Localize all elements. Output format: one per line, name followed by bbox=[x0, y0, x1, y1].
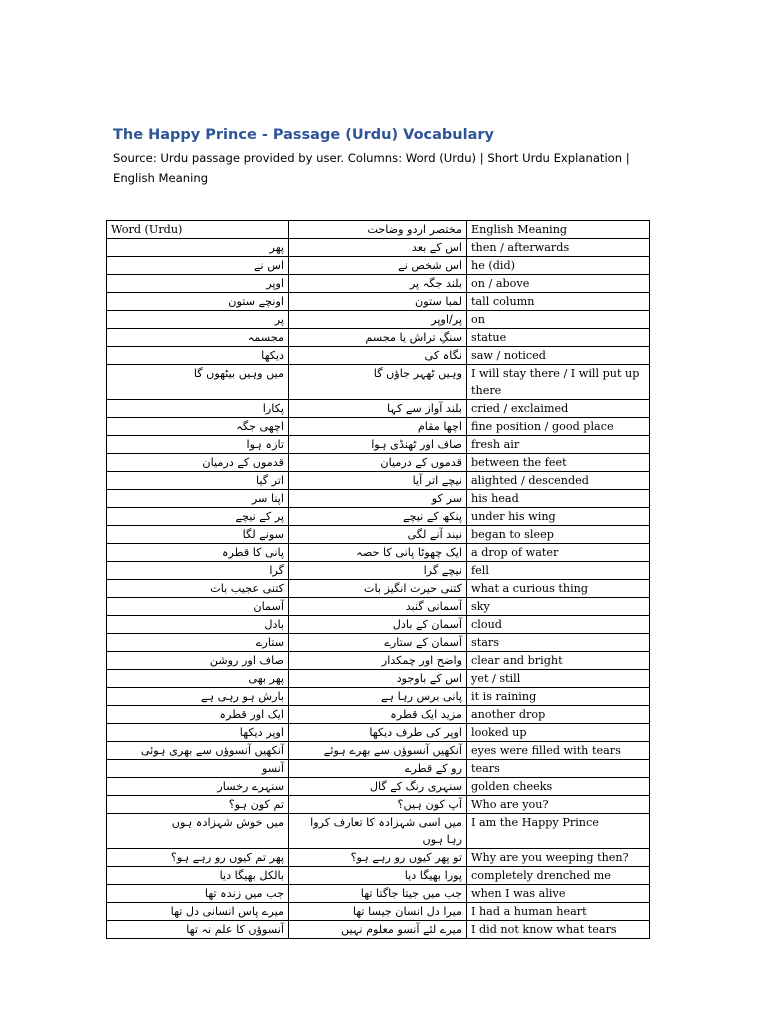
word-urdu-cell: گرا bbox=[107, 562, 289, 580]
table-row bbox=[107, 347, 650, 365]
word-urdu-cell: بالکل بھیگا دیا bbox=[107, 867, 289, 885]
word-urdu-cell: اتر گیا bbox=[107, 472, 289, 490]
document-subtitle: Source: Urdu passage provided by user. Columns: Word (Urdu) | Short Urdu Explanation | English Meaning bbox=[113, 151, 630, 185]
english-meaning-cell: completely drenched me bbox=[467, 867, 650, 885]
urdu-explanation-cell: مزید ایک قطرہ bbox=[289, 706, 467, 724]
urdu-explanation-cell: پورا بھیگا دیا bbox=[289, 867, 467, 885]
table-row bbox=[107, 293, 650, 311]
urdu-explanation-cell: پنکھ کے نیچے bbox=[289, 508, 467, 526]
table-row bbox=[107, 921, 650, 939]
word-urdu-cell: اچھی جگہ bbox=[107, 418, 289, 436]
english-meaning-cell: he (did) bbox=[467, 257, 650, 275]
english-meaning-cell: under his wing bbox=[467, 508, 650, 526]
word-urdu-cell: پر bbox=[107, 311, 289, 329]
english-meaning-cell: his head bbox=[467, 490, 650, 508]
header-english-meaning: English Meaning bbox=[467, 221, 650, 239]
table-row bbox=[107, 365, 650, 400]
urdu-explanation-cell: رو کے قطرے bbox=[289, 760, 467, 778]
english-meaning-cell: between the feet bbox=[467, 454, 650, 472]
word-urdu-cell: آنسو bbox=[107, 760, 289, 778]
urdu-explanation-cell: ایک چھوٹا پانی کا حصہ bbox=[289, 544, 467, 562]
urdu-explanation-cell: اوپر کی طرف دیکھا bbox=[289, 724, 467, 742]
word-urdu-cell: قدموں کے درمیان bbox=[107, 454, 289, 472]
word-urdu-cell: پھر بھی bbox=[107, 670, 289, 688]
word-urdu-cell: میں وہیں بیٹھوں گا bbox=[107, 365, 289, 400]
table-row bbox=[107, 275, 650, 293]
urdu-explanation-cell: نیند آنے لگی bbox=[289, 526, 467, 544]
table-row bbox=[107, 454, 650, 472]
urdu-explanation-cell: آنکھیں آنسوؤں سے بھرے ہوئے bbox=[289, 742, 467, 760]
table-row bbox=[107, 544, 650, 562]
english-meaning-cell: on / above bbox=[467, 275, 650, 293]
table-row bbox=[107, 688, 650, 706]
english-meaning-cell: fell bbox=[467, 562, 650, 580]
english-meaning-cell: I will stay there / I will put up there bbox=[467, 365, 650, 400]
table-row bbox=[107, 329, 650, 347]
word-urdu-cell: سونے لگا bbox=[107, 526, 289, 544]
word-urdu-cell: میرے پاس انسانی دل تھا bbox=[107, 903, 289, 921]
english-meaning-cell: stars bbox=[467, 634, 650, 652]
word-urdu-cell: جب میں زندہ تھا bbox=[107, 885, 289, 903]
word-urdu-cell: اس نے bbox=[107, 257, 289, 275]
word-urdu-cell: پر کے نیچے bbox=[107, 508, 289, 526]
urdu-explanation-cell: اس کے باوجود bbox=[289, 670, 467, 688]
english-meaning-cell: another drop bbox=[467, 706, 650, 724]
word-urdu-cell: تم کون ہو؟ bbox=[107, 796, 289, 814]
urdu-explanation-cell: بلند جگہ پر bbox=[289, 275, 467, 293]
word-urdu-cell: پانی کا قطرہ bbox=[107, 544, 289, 562]
word-urdu-cell: پکارا bbox=[107, 400, 289, 418]
urdu-explanation-cell: لمبا ستون bbox=[289, 293, 467, 311]
word-urdu-cell: ستارے bbox=[107, 634, 289, 652]
urdu-explanation-cell: تو پھر کیوں رو رہے ہو؟ bbox=[289, 849, 467, 867]
english-meaning-cell: I had a human heart bbox=[467, 903, 650, 921]
urdu-explanation-cell: میں اسی شہزادہ کا تعارف کروا رہا ہوں bbox=[289, 814, 467, 849]
table-row bbox=[107, 580, 650, 598]
table-row bbox=[107, 760, 650, 778]
table-row bbox=[107, 652, 650, 670]
english-meaning-cell: it is raining bbox=[467, 688, 650, 706]
vocabulary-table bbox=[106, 220, 650, 939]
table-row bbox=[107, 616, 650, 634]
urdu-explanation-cell: جب میں جیتا جاگتا تھا bbox=[289, 885, 467, 903]
urdu-explanation-cell: سنہری رنگ کے گال bbox=[289, 778, 467, 796]
english-meaning-cell: cried / exclaimed bbox=[467, 400, 650, 418]
table-row bbox=[107, 562, 650, 580]
urdu-explanation-cell: صاف اور ٹھنڈی ہوا bbox=[289, 436, 467, 454]
urdu-explanation-cell: آسمان کے ستارے bbox=[289, 634, 467, 652]
header-word-urdu: Word (Urdu) bbox=[107, 221, 289, 239]
urdu-explanation-cell: سر کو bbox=[289, 490, 467, 508]
english-meaning-cell: saw / noticed bbox=[467, 347, 650, 365]
table-row bbox=[107, 400, 650, 418]
word-urdu-cell: آسمان bbox=[107, 598, 289, 616]
urdu-explanation-cell: میرے لئے آنسو معلوم نہیں bbox=[289, 921, 467, 939]
word-urdu-cell: آنسوؤں کا علم نہ تھا bbox=[107, 921, 289, 939]
table-row bbox=[107, 796, 650, 814]
english-meaning-cell: I did not know what tears bbox=[467, 921, 650, 939]
word-urdu-cell: بادل bbox=[107, 616, 289, 634]
word-urdu-cell: کتنی عجیب بات bbox=[107, 580, 289, 598]
urdu-explanation-cell: وہیں ٹھہر جاؤں گا bbox=[289, 365, 467, 400]
table-row bbox=[107, 257, 650, 275]
table-row bbox=[107, 472, 650, 490]
table-row bbox=[107, 418, 650, 436]
table-row bbox=[107, 706, 650, 724]
table-row bbox=[107, 742, 650, 760]
english-meaning-cell: eyes were filled with tears bbox=[467, 742, 650, 760]
urdu-explanation-cell: نگاہ کی bbox=[289, 347, 467, 365]
english-meaning-cell: Why are you weeping then? bbox=[467, 849, 650, 867]
header-urdu-explanation: مختصر اردو وضاحت bbox=[289, 221, 467, 239]
english-meaning-cell: sky bbox=[467, 598, 650, 616]
urdu-explanation-cell: آپ کون ہیں؟ bbox=[289, 796, 467, 814]
word-urdu-cell: اوپر دیکھا bbox=[107, 724, 289, 742]
urdu-explanation-cell: میرا دل انسان جیسا تھا bbox=[289, 903, 467, 921]
word-urdu-cell: ایک اور قطرہ bbox=[107, 706, 289, 724]
table-row bbox=[107, 598, 650, 616]
word-urdu-cell: پھر bbox=[107, 239, 289, 257]
word-urdu-cell: بارش ہو رہی ہے bbox=[107, 688, 289, 706]
english-meaning-cell: on bbox=[467, 311, 650, 329]
english-meaning-cell: fresh air bbox=[467, 436, 650, 454]
english-meaning-cell: began to sleep bbox=[467, 526, 650, 544]
word-urdu-cell: اونچے ستون bbox=[107, 293, 289, 311]
english-meaning-cell: looked up bbox=[467, 724, 650, 742]
english-meaning-cell: alighted / descended bbox=[467, 472, 650, 490]
urdu-explanation-cell: بلند آواز سے کہا bbox=[289, 400, 467, 418]
table-row bbox=[107, 508, 650, 526]
english-meaning-cell: what a curious thing bbox=[467, 580, 650, 598]
urdu-explanation-cell: واضح اور چمکدار bbox=[289, 652, 467, 670]
word-urdu-cell: میں خوش شہزادہ ہوں bbox=[107, 814, 289, 849]
english-meaning-cell: statue bbox=[467, 329, 650, 347]
word-urdu-cell: آنکھیں آنسوؤں سے بھری ہوئی bbox=[107, 742, 289, 760]
english-meaning-cell: golden cheeks bbox=[467, 778, 650, 796]
document-title: The Happy Prince - Passage (Urdu) Vocabulary bbox=[113, 127, 494, 143]
table-row bbox=[107, 724, 650, 742]
urdu-explanation-cell: آسمانی گنبد bbox=[289, 598, 467, 616]
table-row bbox=[107, 634, 650, 652]
table-row bbox=[107, 778, 650, 796]
word-urdu-cell: اوپر bbox=[107, 275, 289, 293]
word-urdu-cell: مجسمہ bbox=[107, 329, 289, 347]
english-meaning-cell: tears bbox=[467, 760, 650, 778]
urdu-explanation-cell: اچھا مقام bbox=[289, 418, 467, 436]
table-row bbox=[107, 526, 650, 544]
urdu-explanation-cell: سنگِ تراش یا مجسم bbox=[289, 329, 467, 347]
english-meaning-cell: Who are you? bbox=[467, 796, 650, 814]
table-row bbox=[107, 311, 650, 329]
word-urdu-cell: تازہ ہوا bbox=[107, 436, 289, 454]
urdu-explanation-cell: اس شخص نے bbox=[289, 257, 467, 275]
english-meaning-cell: when I was alive bbox=[467, 885, 650, 903]
table-row bbox=[107, 814, 650, 849]
table-row bbox=[107, 885, 650, 903]
urdu-explanation-cell: نیچے گرا bbox=[289, 562, 467, 580]
urdu-explanation-cell: پر/اوپر bbox=[289, 311, 467, 329]
urdu-explanation-cell: پانی برس رہا ہے bbox=[289, 688, 467, 706]
table-row bbox=[107, 436, 650, 454]
table-row bbox=[107, 903, 650, 921]
urdu-explanation-cell: نیچے اتر آیا bbox=[289, 472, 467, 490]
english-meaning-cell: then / afterwards bbox=[467, 239, 650, 257]
word-urdu-cell: اپنا سر bbox=[107, 490, 289, 508]
urdu-explanation-cell: آسمان کے بادل bbox=[289, 616, 467, 634]
urdu-explanation-cell: اس کے بعد bbox=[289, 239, 467, 257]
word-urdu-cell: سنہرے رخسار bbox=[107, 778, 289, 796]
urdu-explanation-cell: کتنی حیرت انگیز بات bbox=[289, 580, 467, 598]
english-meaning-cell: tall column bbox=[467, 293, 650, 311]
table-row bbox=[107, 867, 650, 885]
table-row bbox=[107, 670, 650, 688]
english-meaning-cell: cloud bbox=[467, 616, 650, 634]
english-meaning-cell: fine position / good place bbox=[467, 418, 650, 436]
english-meaning-cell: I am the Happy Prince bbox=[467, 814, 650, 849]
english-meaning-cell: clear and bright bbox=[467, 652, 650, 670]
table-row bbox=[107, 490, 650, 508]
urdu-explanation-cell: قدموں کے درمیان bbox=[289, 454, 467, 472]
english-meaning-cell: a drop of water bbox=[467, 544, 650, 562]
english-meaning-cell: yet / still bbox=[467, 670, 650, 688]
table-row bbox=[107, 239, 650, 257]
word-urdu-cell: دیکھا bbox=[107, 347, 289, 365]
word-urdu-cell: پھر تم کیوں رو رہے ہو؟ bbox=[107, 849, 289, 867]
table-row bbox=[107, 849, 650, 867]
word-urdu-cell: صاف اور روشن bbox=[107, 652, 289, 670]
table-header-row bbox=[107, 221, 650, 239]
